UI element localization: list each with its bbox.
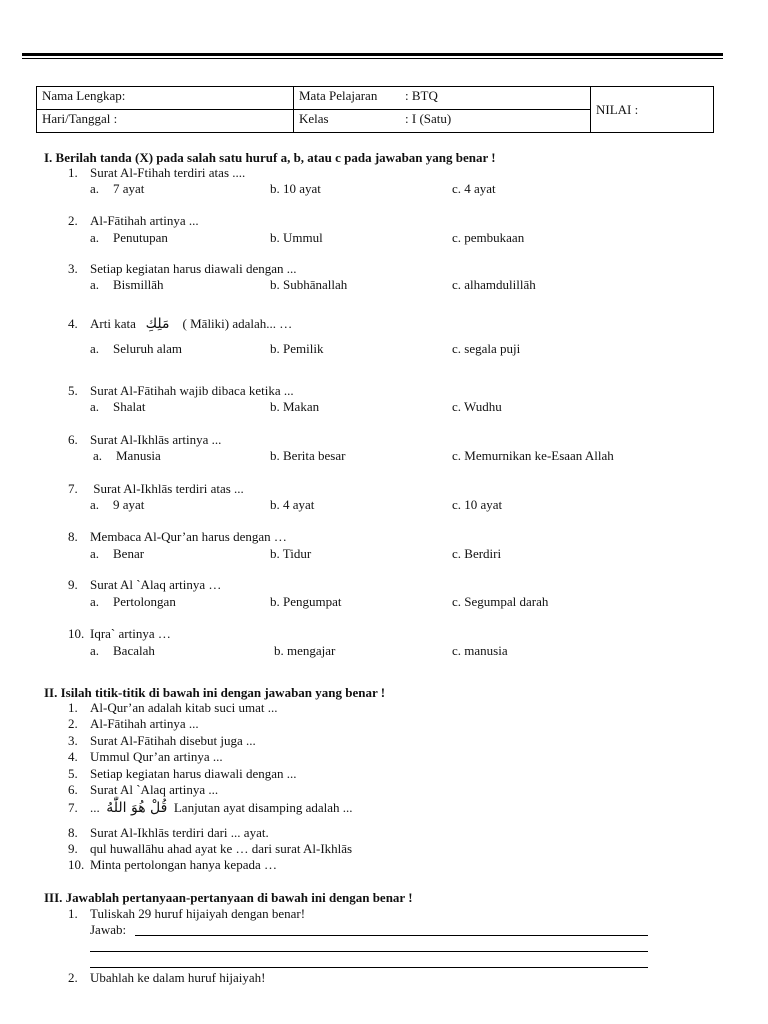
option-text: 7 ayat: [113, 181, 145, 196]
question-text: Surat Al-Ftihah terdiri atas ....: [90, 165, 246, 180]
mapel-cell: [294, 87, 591, 110]
option-b[interactable]: b. Pengumpat: [270, 594, 342, 609]
nama-label: Nama Lengkap:: [42, 88, 126, 103]
question-number: 4.: [68, 316, 78, 331]
option-c[interactable]: c. pembukaan: [452, 230, 525, 245]
student-info-table: [36, 86, 714, 133]
item-number: 1.: [68, 906, 78, 921]
question-text: Surat Al-Ikhlās terdiri atas ...: [93, 481, 244, 496]
question-text: Iqra` artinya …: [90, 626, 171, 641]
essay-item-2: [68, 970, 265, 986]
essay-item-1: [68, 906, 305, 922]
option-letter: a.: [90, 399, 100, 414]
item-number: 2.: [68, 970, 78, 985]
option-text: Penutupan: [113, 230, 168, 245]
question-text: Al-Fātihah artinya ...: [90, 213, 199, 228]
option-text: Shalat: [113, 399, 146, 414]
option-c[interactable]: c. 4 ayat: [452, 181, 496, 196]
item-text: Ubahlah ke dalam huruf hijaiyah!: [90, 970, 266, 985]
answer-line[interactable]: [90, 951, 648, 952]
item-text: Ummul Qur’an artinya ...: [90, 749, 223, 764]
option-c[interactable]: c. Segumpal darah: [452, 594, 549, 609]
option-c[interactable]: c. Memurnikan ke-Esaan Allah: [452, 448, 614, 463]
option-a[interactable]: [90, 546, 144, 562]
item-number: 4.: [68, 749, 78, 764]
option-text: Pertolongan: [113, 594, 176, 609]
fill-item-8: [68, 825, 269, 841]
kelas-value: : I (Satu): [405, 111, 452, 126]
option-b[interactable]: b. Pemilik: [270, 341, 324, 356]
item-number: 9.: [68, 841, 78, 856]
item-number: 5.: [68, 766, 78, 781]
option-c[interactable]: c. manusia: [452, 643, 508, 658]
jawab-label: Jawab:: [90, 922, 127, 937]
question-3: [68, 261, 297, 277]
fill-item-6: [68, 782, 218, 798]
item-text: Surat Al `Alaq artinya ...: [90, 782, 219, 797]
option-c[interactable]: c. segala puji: [452, 341, 521, 356]
option-a[interactable]: [90, 341, 182, 357]
option-text: Bismillāh: [113, 277, 164, 292]
option-b[interactable]: b. 10 ayat: [270, 181, 321, 196]
option-letter: a.: [90, 341, 100, 356]
question-text: Membaca Al-Qur’an harus dengan …: [90, 529, 287, 544]
arabic-word: مَلِكِ: [145, 316, 170, 332]
fill-item-2: [68, 716, 199, 732]
option-b[interactable]: b. Makan: [270, 399, 320, 414]
option-letter: a.: [90, 181, 100, 196]
question-text-pre: Arti kata: [90, 316, 136, 331]
item-text: Tuliskah 29 huruf hijaiyah dengan benar!: [90, 906, 306, 921]
item-text: Al-Fātihah artinya ...: [90, 716, 199, 731]
question-number: 9.: [68, 577, 78, 592]
question-8: [68, 529, 287, 545]
kelas-label: Kelas: [299, 111, 329, 126]
option-letter: a.: [90, 277, 100, 292]
item-text-post: Lanjutan ayat disamping adalah ...: [173, 800, 353, 815]
fill-item-10: [68, 857, 277, 873]
nama-field[interactable]: [37, 87, 294, 110]
question-2: [68, 213, 199, 229]
mapel-label: Mata Pelajaran: [299, 88, 378, 103]
item-number: 10.: [68, 857, 85, 872]
option-letter: a.: [90, 230, 100, 245]
question-number: 2.: [68, 213, 78, 228]
question-text: Surat Al-Ikhlās artinya ...: [90, 432, 222, 447]
option-b[interactable]: b. Subhānallah: [270, 277, 348, 292]
question-9: [68, 577, 221, 593]
item-text: qul huwallāhu ahad ayat ke … dari surat Al-Ikhlās: [90, 841, 353, 856]
kelas-cell: [294, 110, 591, 133]
fill-item-9: [68, 841, 352, 857]
question-7: [68, 481, 244, 497]
option-a[interactable]: [93, 448, 161, 464]
option-text: 9 ayat: [113, 497, 145, 512]
item-number: 2.: [68, 716, 78, 731]
fill-item-3: [68, 733, 256, 749]
item-number: 1.: [68, 700, 78, 715]
answer-line[interactable]: [90, 967, 648, 968]
hari-label: Hari/Tanggal :: [42, 111, 118, 126]
question-number: 7.: [68, 481, 78, 496]
item-number: 6.: [68, 782, 78, 797]
question-number: 3.: [68, 261, 78, 276]
option-b[interactable]: b. Tidur: [270, 546, 312, 561]
option-letter: a.: [90, 497, 100, 512]
item-text-pre: ...: [90, 800, 100, 815]
question-number: 6.: [68, 432, 78, 447]
item-text: Al-Qur’an adalah kitab suci umat ...: [90, 700, 278, 715]
question-number: 1.: [68, 165, 78, 180]
option-b[interactable]: b. Berita besar: [270, 448, 346, 463]
item-number: 8.: [68, 825, 78, 840]
item-text: Surat Al-Ikhlās terdiri dari ... ayat.: [90, 825, 269, 840]
section-1-title: I. Berilah tanda (X) pada salah satu huruf a, b, atau c pada jawaban yang benar !: [44, 150, 496, 165]
fill-item-1: [68, 700, 277, 716]
question-10: [68, 626, 171, 642]
option-b[interactable]: b. 4 ayat: [270, 497, 315, 512]
question-5: [68, 383, 294, 399]
option-b[interactable]: b. Ummul: [270, 230, 323, 245]
question-number: 5.: [68, 383, 78, 398]
fill-item-4: [68, 749, 223, 765]
option-b[interactable]: b. mengajar: [274, 643, 336, 658]
item-text: Surat Al-Fātihah disebut juga ...: [90, 733, 256, 748]
top-double-rule-thin: [22, 58, 723, 59]
option-c[interactable]: c. Berdiri: [452, 546, 502, 561]
option-a[interactable]: [90, 181, 144, 197]
section-3-title: III. Jawablah pertanyaan-pertanyaan di bawah ini dengan benar !: [44, 890, 413, 905]
option-text: Bacalah: [113, 643, 155, 658]
question-number: 8.: [68, 529, 78, 544]
option-letter: a.: [90, 594, 100, 609]
item-text: Setiap kegiatan harus diawali dengan ...: [90, 766, 297, 781]
question-text: Surat Al-Fātihah wajib dibaca ketika ...: [90, 383, 294, 398]
item-text: Minta pertolongan hanya kepada …: [90, 857, 277, 872]
option-text: Seluruh alam: [113, 341, 182, 356]
fill-item-5: [68, 766, 297, 782]
option-letter: a.: [90, 546, 100, 561]
option-a[interactable]: [90, 230, 168, 246]
fill-item-7: [68, 800, 353, 816]
nilai-field[interactable]: [591, 87, 714, 133]
question-text-post: ( Māliki) adalah... …: [182, 316, 293, 331]
nilai-label: NILAI :: [596, 101, 639, 117]
item-number: 7.: [68, 800, 78, 815]
option-letter: a.: [93, 448, 103, 463]
option-letter: a.: [90, 643, 100, 658]
top-double-rule-thick: [22, 53, 723, 56]
option-c[interactable]: c. Wudhu: [452, 399, 502, 414]
answer-line[interactable]: [135, 935, 648, 936]
hari-field[interactable]: [37, 110, 294, 133]
option-a[interactable]: [90, 643, 155, 659]
question-1: [68, 165, 245, 181]
arabic-verse: قُلْ هُوَ اللّٰهُ: [106, 800, 168, 816]
question-6: [68, 432, 221, 448]
item-number: 3.: [68, 733, 78, 748]
option-a[interactable]: [90, 277, 164, 293]
option-c[interactable]: c. alhamdulillāh: [452, 277, 536, 292]
option-text: Benar: [113, 546, 145, 561]
question-text: Surat Al `Alaq artinya …: [90, 577, 222, 592]
option-a[interactable]: [90, 399, 146, 415]
option-a[interactable]: [90, 594, 176, 610]
option-text: Manusia: [116, 448, 161, 463]
option-c[interactable]: c. 10 ayat: [452, 497, 503, 512]
question-number: 10.: [68, 626, 85, 641]
question-text: Setiap kegiatan harus diawali dengan ...: [90, 261, 297, 276]
section-2-title: II. Isilah titik-titik di bawah ini dengan jawaban yang benar !: [44, 685, 386, 700]
mapel-value: : BTQ: [405, 88, 438, 103]
question-4: [68, 316, 292, 332]
option-a[interactable]: [90, 497, 144, 513]
